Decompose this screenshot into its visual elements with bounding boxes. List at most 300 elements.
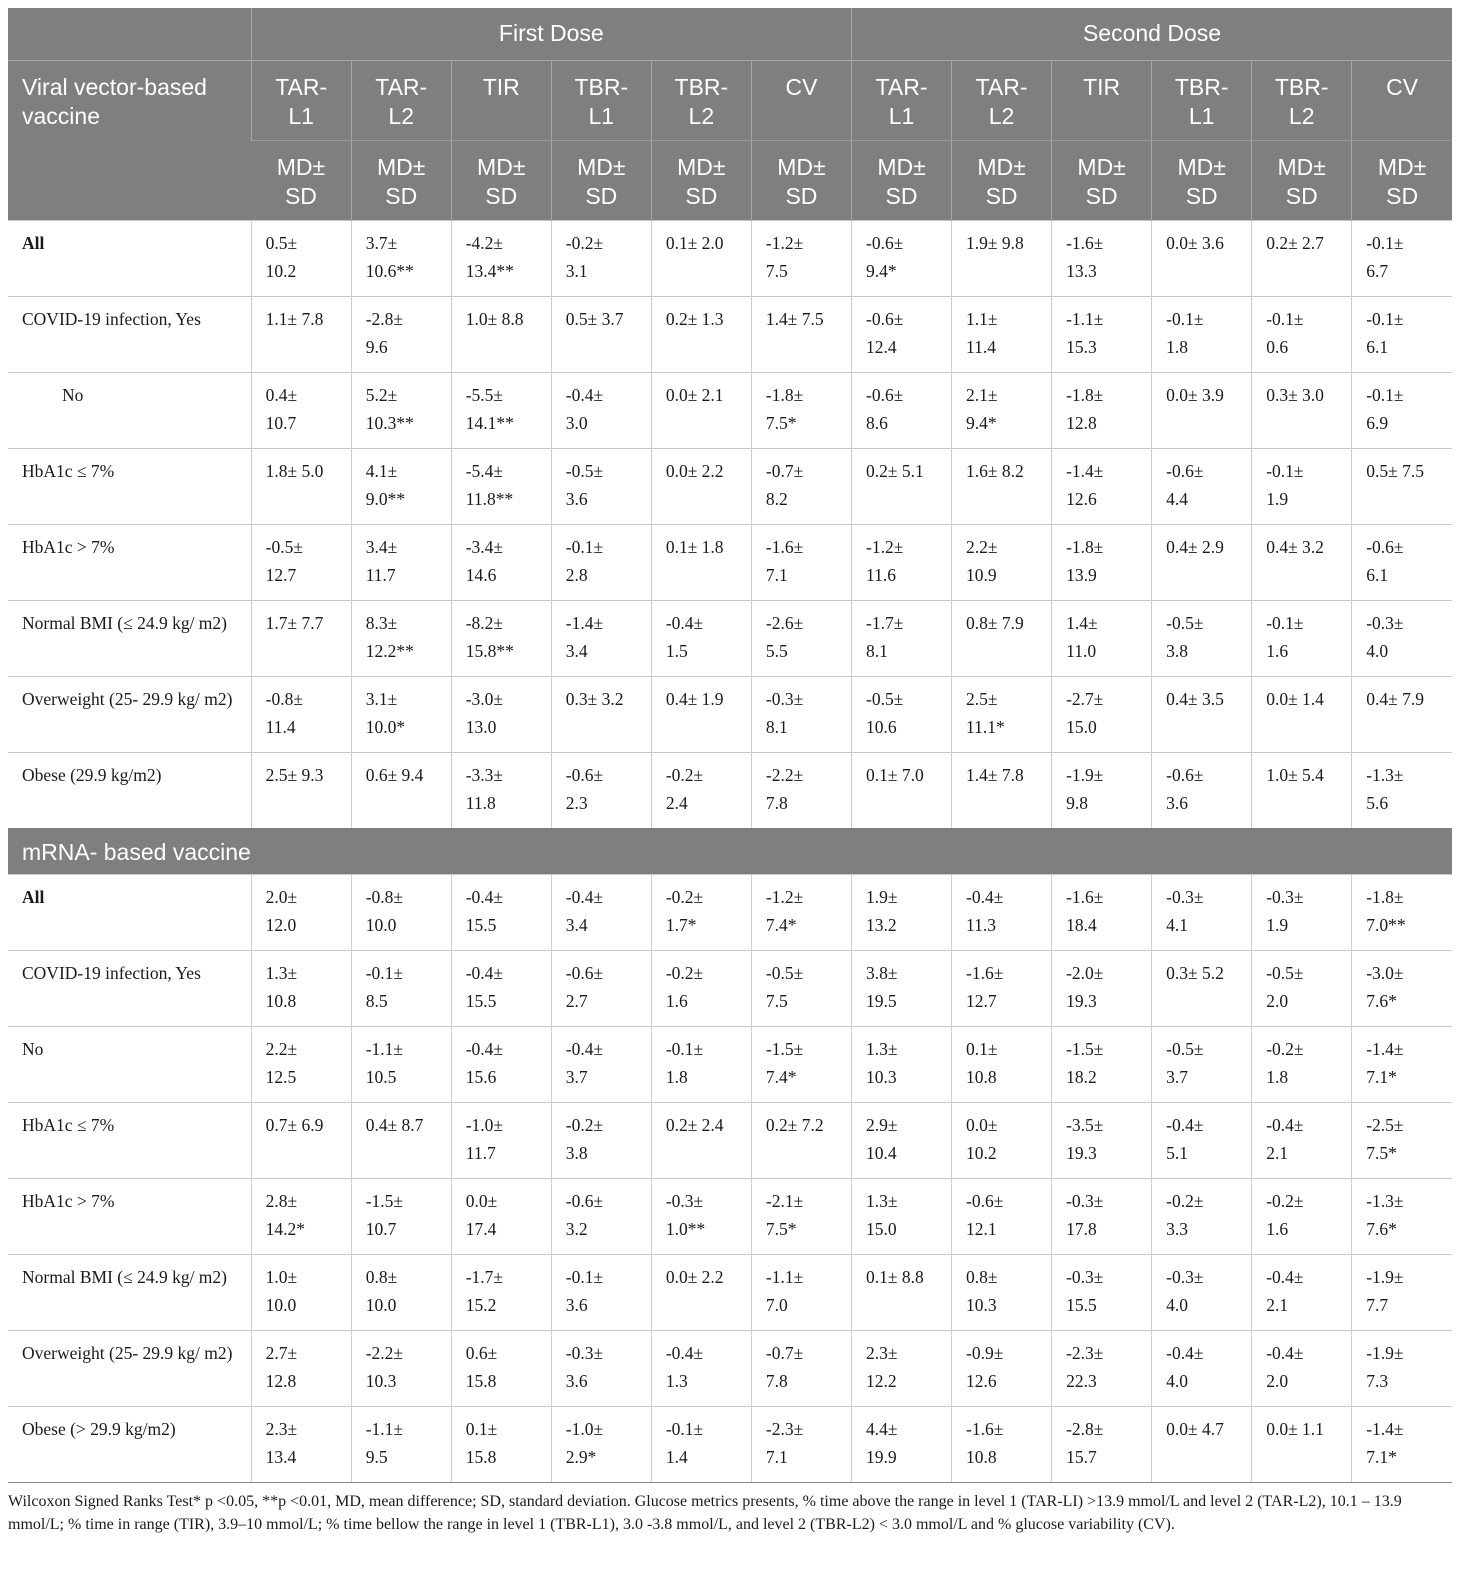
table-cell: [1152, 1178, 1252, 1254]
cell-line2: 14.2*: [265, 1218, 306, 1239]
cell-line1: 0.1± 2.0: [665, 232, 724, 253]
cell-line1: -1.1±: [765, 1266, 804, 1287]
table-cell: [1252, 1330, 1352, 1406]
table-cell: [551, 874, 651, 950]
cell-line1: -0.3±: [1166, 1266, 1204, 1287]
cell-line2: 10.4: [866, 1142, 897, 1163]
table-cell: [651, 524, 751, 600]
table-row: [8, 600, 1452, 676]
table-cell: [1352, 676, 1452, 752]
table-cell: [1152, 1026, 1252, 1102]
cell-line1: 8.3±: [365, 612, 398, 633]
cell-line1: -0.6±: [565, 1190, 604, 1211]
table-row: [8, 1026, 1452, 1102]
cell-line1: -0.5±: [1166, 1038, 1204, 1059]
cell-line1: -2.8±: [365, 308, 403, 329]
cell-line1: -0.6±: [866, 232, 904, 253]
metric-header-second-2: [1052, 60, 1152, 140]
group-header-first-dose: First Dose: [251, 8, 851, 60]
cell-line2: 1.6: [1266, 1218, 1289, 1239]
table-cell: [551, 1254, 651, 1330]
table-cell: [251, 600, 351, 676]
table-cell: [1052, 524, 1152, 600]
cell-line1: 1.4± 7.8: [966, 764, 1024, 785]
cell-line1: 0.8± 7.9: [966, 612, 1024, 633]
metric-header-line2: L1: [1188, 102, 1215, 129]
table-cell: [1252, 296, 1352, 372]
table-cell: [1352, 524, 1452, 600]
table-cell: [952, 1330, 1052, 1406]
table-cell: [1052, 296, 1152, 372]
cell-line1: 1.9±: [866, 886, 898, 907]
table-cell: [1352, 874, 1452, 950]
cell-line1: -1.2±: [765, 886, 804, 907]
cell-line2: 12.6: [1066, 488, 1097, 509]
table-cell: [751, 1406, 851, 1482]
cell-line2: 19.3: [1066, 1142, 1097, 1163]
cell-line2: 3.8: [1166, 640, 1189, 661]
cell-line2: 12.4: [866, 336, 897, 357]
cell-line2: 7.8: [765, 1370, 788, 1391]
table-cell: [551, 372, 651, 448]
stat-header-line2: SD: [1085, 182, 1118, 209]
cell-line1: 2.2±: [265, 1038, 298, 1059]
cell-line2: 3.7: [565, 1066, 588, 1087]
table-cell: [1052, 1330, 1152, 1406]
table-cell: [852, 1178, 952, 1254]
cell-line1: -1.2±: [765, 232, 804, 253]
table-cell: [1252, 1254, 1352, 1330]
table-cell: [1352, 1102, 1452, 1178]
cell-line1: 1.0± 8.8: [465, 308, 524, 329]
row-label: HbA1c > 7%: [8, 1178, 251, 1254]
cell-line1: 4.1±: [365, 460, 398, 481]
cell-line1: -0.2±: [565, 1114, 604, 1135]
table-cell: [1152, 220, 1252, 296]
cell-line1: 3.1±: [365, 688, 398, 709]
stat-header-line2: SD: [785, 182, 818, 209]
cell-line2: 0.6: [1266, 336, 1289, 357]
cell-line2: 9.4*: [966, 412, 997, 433]
cell-line1: -1.4±: [1066, 460, 1104, 481]
table-cell: [852, 448, 952, 524]
table-cell: [751, 1254, 851, 1330]
cell-line1: -0.2±: [665, 886, 704, 907]
stat-header-line1: MD±: [1177, 153, 1226, 180]
table-cell: [952, 676, 1052, 752]
table-cell: [651, 1330, 751, 1406]
cell-line1: -0.4±: [565, 384, 604, 405]
cell-line2: 13.3: [1066, 260, 1097, 281]
cell-line1: -0.6±: [1166, 460, 1204, 481]
cell-line2: 3.0: [565, 412, 588, 433]
table-cell: [251, 1026, 351, 1102]
cell-line1: -0.4±: [565, 886, 604, 907]
metric-header-first-1: [351, 60, 451, 140]
cell-line2: 15.0: [866, 1218, 897, 1239]
cell-line2: 12.2**: [365, 640, 414, 661]
cell-line1: -0.2±: [665, 962, 704, 983]
table-cell: [1352, 1330, 1452, 1406]
cell-line1: -0.3±: [665, 1190, 704, 1211]
table-cell: [551, 676, 651, 752]
cell-line1: -0.5±: [765, 962, 804, 983]
table-cell: [551, 296, 651, 372]
row-label: All: [8, 874, 251, 950]
cell-line2: 7.0: [765, 1294, 788, 1315]
cell-line2: 2.4: [665, 792, 688, 813]
table-cell: [1352, 1254, 1452, 1330]
cell-line2: 8.1: [765, 716, 788, 737]
row-label: HbA1c ≤ 7%: [8, 1102, 251, 1178]
cell-line2: 13.4: [265, 1446, 297, 1467]
cell-line1: -0.9±: [966, 1342, 1004, 1363]
cell-line2: 2.0: [1266, 1370, 1289, 1391]
cell-line2: 15.8**: [465, 640, 514, 661]
cell-line1: -2.3±: [765, 1418, 804, 1439]
table-cell: [551, 1102, 651, 1178]
table-cell: [1352, 600, 1452, 676]
stat-header: [1352, 140, 1452, 220]
table-row: [8, 752, 1452, 828]
metric-header-line2: L1: [588, 102, 615, 129]
table-cell: [852, 950, 952, 1026]
cell-line2: 7.5: [765, 260, 788, 281]
row-label: Obese (29.9 kg/m2): [8, 752, 251, 828]
cell-line1: -1.6±: [1066, 232, 1104, 253]
table-cell: [852, 524, 952, 600]
cell-line2: 4.0: [1366, 640, 1389, 661]
table-cell: [451, 676, 551, 752]
cell-line2: 10.3: [866, 1066, 897, 1087]
stat-header-line2: SD: [1285, 182, 1318, 209]
results-table-container: [8, 8, 1452, 1536]
cell-line2: 10.6**: [365, 260, 414, 281]
cell-line1: -2.0±: [1066, 962, 1104, 983]
table-cell: [852, 1254, 952, 1330]
table-cell: [852, 1406, 952, 1482]
table-cell: [952, 600, 1052, 676]
table-cell: [651, 600, 751, 676]
table-cell: [651, 1026, 751, 1102]
table-cell: [751, 600, 851, 676]
metric-header-line1: TBR-: [1274, 73, 1329, 100]
cell-line2: 1.8: [665, 1066, 688, 1087]
table-cell: [751, 1178, 851, 1254]
cell-line1: 0.2± 5.1: [866, 460, 924, 481]
cell-line1: -3.0±: [1366, 962, 1404, 983]
cell-line1: 0.4±: [265, 384, 298, 405]
metric-header-first-0: [251, 60, 351, 140]
cell-line1: 3.7±: [365, 232, 398, 253]
stat-header-line1: MD±: [1077, 153, 1126, 180]
cell-line1: -0.1±: [1366, 308, 1404, 329]
row-label: Overweight (25- 29.9 kg/ m2): [8, 676, 251, 752]
metric-header-second-4: [1252, 60, 1352, 140]
cell-line2: 10.9: [966, 564, 997, 585]
stat-header: [952, 140, 1052, 220]
cell-line1: -0.4±: [1266, 1114, 1304, 1135]
metric-header-line1: CV: [1386, 73, 1419, 100]
table-cell: [651, 1254, 751, 1330]
cell-line1: -0.1±: [665, 1038, 704, 1059]
table-cell: [952, 448, 1052, 524]
row-label: HbA1c > 7%: [8, 524, 251, 600]
cell-line1: -3.3±: [465, 764, 504, 785]
cell-line2: 1.9: [1266, 488, 1289, 509]
metric-header-second-1: [952, 60, 1052, 140]
cell-line2: 11.4: [966, 336, 997, 357]
table-cell: [251, 752, 351, 828]
cell-line1: -1.6±: [966, 1418, 1004, 1439]
cell-line1: 1.3±: [265, 962, 298, 983]
table-cell: [1252, 1406, 1352, 1482]
cell-line1: -2.3±: [1066, 1342, 1104, 1363]
cell-line1: -0.5±: [265, 536, 303, 557]
stat-header: [251, 140, 351, 220]
cell-line1: -1.8±: [1066, 384, 1104, 405]
table-cell: [751, 1102, 851, 1178]
table-row: [8, 296, 1452, 372]
cell-line1: 0.0± 2.2: [665, 460, 724, 481]
table-cell: [351, 372, 451, 448]
cell-line2: 7.3: [1366, 1370, 1389, 1391]
cell-line1: 0.0± 1.4: [1266, 688, 1324, 709]
table-cell: [1352, 950, 1452, 1026]
cell-line2: 9.4*: [866, 260, 897, 281]
cell-line1: -0.2±: [565, 232, 604, 253]
row-label: All: [8, 220, 251, 296]
cell-line2: 7.5*: [765, 1218, 797, 1239]
cell-line1: 2.7±: [265, 1342, 298, 1363]
section-title: mRNA- based vaccine: [8, 828, 1452, 874]
metric-header-first-5: [751, 60, 851, 140]
cell-line2: 7.1*: [1366, 1446, 1397, 1467]
table-cell: [1252, 1026, 1352, 1102]
cell-line1: 0.3± 3.2: [565, 688, 624, 709]
table-cell: [251, 1330, 351, 1406]
stat-header-line1: MD±: [977, 153, 1026, 180]
table-cell: [1252, 372, 1352, 448]
table-cell: [351, 1026, 451, 1102]
table-cell: [852, 296, 952, 372]
cell-line2: 15.5: [465, 914, 497, 935]
cell-line1: -2.1±: [765, 1190, 804, 1211]
table-cell: [952, 220, 1052, 296]
table-cell: [1052, 1254, 1152, 1330]
cell-line2: 14.1**: [465, 412, 514, 433]
cell-line1: 2.1±: [966, 384, 998, 405]
table-cell: [451, 1178, 551, 1254]
table-cell: [952, 752, 1052, 828]
table-row: [8, 220, 1452, 296]
cell-line2: 10.7: [365, 1218, 397, 1239]
cell-line1: 0.1± 7.0: [866, 764, 924, 785]
metric-header-second-0: [852, 60, 952, 140]
table-cell: [1352, 752, 1452, 828]
cell-line2: 19.9: [866, 1446, 897, 1467]
cell-line1: 1.9± 9.8: [966, 232, 1024, 253]
cell-line2: 10.5: [365, 1066, 397, 1087]
cell-line1: 0.3± 3.0: [1266, 384, 1324, 405]
table-cell: [651, 950, 751, 1026]
cell-line2: 7.7: [1366, 1294, 1389, 1315]
cell-line1: 2.9±: [866, 1114, 898, 1135]
cell-line1: -0.3±: [1066, 1190, 1104, 1211]
cell-line2: 18.4: [1066, 914, 1097, 935]
cell-line1: -0.6±: [565, 962, 604, 983]
table-cell: [451, 524, 551, 600]
cell-line1: -0.2±: [1266, 1190, 1304, 1211]
cell-line2: 3.1: [565, 260, 588, 281]
cell-line1: -1.3±: [1366, 1190, 1404, 1211]
cell-line1: 0.4± 3.2: [1266, 536, 1324, 557]
table-row: [8, 1102, 1452, 1178]
cell-line1: -5.5±: [465, 384, 504, 405]
cell-line1: 0.0± 2.1: [665, 384, 724, 405]
cell-line2: 11.4: [265, 716, 296, 737]
table-cell: [651, 1178, 751, 1254]
cell-line2: 7.5: [765, 990, 788, 1011]
cell-line2: 7.1: [765, 1446, 788, 1467]
table-cell: [1152, 1102, 1252, 1178]
cell-line1: -0.5±: [1266, 962, 1304, 983]
cell-line2: 12.2: [866, 1370, 897, 1391]
cell-line1: -0.6±: [966, 1190, 1004, 1211]
cell-line2: 22.3: [1066, 1370, 1097, 1391]
cell-line2: 18.2: [1066, 1066, 1097, 1087]
cell-line2: 3.4: [565, 640, 588, 661]
table-cell: [1252, 524, 1352, 600]
cell-line1: -0.1±: [565, 1266, 604, 1287]
cell-line2: 9.6: [365, 336, 388, 357]
cell-line1: 2.8±: [265, 1190, 298, 1211]
cell-line2: 15.3: [1066, 336, 1097, 357]
table-cell: [351, 600, 451, 676]
cell-line2: 10.3: [966, 1294, 997, 1315]
stat-header: [351, 140, 451, 220]
cell-line2: 14.6: [465, 564, 497, 585]
cell-line2: 12.8: [1066, 412, 1097, 433]
cell-line1: -2.8±: [1066, 1418, 1104, 1439]
table-cell: [852, 676, 952, 752]
table-cell: [952, 1178, 1052, 1254]
table-cell: [1152, 1330, 1252, 1406]
cell-line1: -0.7±: [765, 1342, 804, 1363]
cell-line1: 3.8±: [866, 962, 898, 983]
row-label: Obese (> 29.9 kg/m2): [8, 1406, 251, 1482]
cell-line1: -0.1±: [1266, 460, 1304, 481]
cell-line1: -0.1±: [365, 962, 403, 983]
cell-line1: -0.3±: [765, 688, 804, 709]
cell-line2: 4.4: [1166, 488, 1189, 509]
cell-line1: -8.2±: [465, 612, 504, 633]
glucose-metrics-table: [8, 8, 1452, 1483]
cell-line2: 6.7: [1366, 260, 1389, 281]
cell-line1: 2.3±: [265, 1418, 298, 1439]
table-cell: [1052, 448, 1152, 524]
metric-header-line2: L2: [1288, 102, 1315, 129]
table-cell: [551, 1178, 651, 1254]
table-cell: [551, 1330, 651, 1406]
cell-line1: -0.1±: [1266, 308, 1304, 329]
cell-line2: 13.0: [465, 716, 497, 737]
cell-line1: 1.3±: [866, 1190, 898, 1211]
cell-line1: 1.1±: [966, 308, 998, 329]
cell-line1: -1.8±: [765, 384, 804, 405]
cell-line2: 17.8: [1066, 1218, 1097, 1239]
cell-line1: -1.5±: [365, 1190, 403, 1211]
cell-line1: -1.6±: [966, 962, 1004, 983]
cell-line2: 8.2: [765, 488, 788, 509]
cell-line2: 10.0: [365, 914, 397, 935]
cell-line1: -0.1±: [565, 536, 604, 557]
table-cell: [251, 448, 351, 524]
cell-line1: 2.2±: [966, 536, 998, 557]
table-cell: [351, 1330, 451, 1406]
cell-line2: 7.6*: [1366, 1218, 1397, 1239]
metric-header-first-3: [551, 60, 651, 140]
cell-line2: 11.7: [365, 564, 396, 585]
metric-header-first-2: [451, 60, 551, 140]
table-footnote: Wilcoxon Signed Ranks Test* p <0.05, **p <0.01, MD, mean difference; SD, standard deviation. Glucose metrics presents, % time above the range in level 1 (TAR-LI) >13.9 mmol/L and level 2 (TAR-L2), 10.1 – 13.9 mmol/L; % time in range (TIR), 3.9–10 mmol/L; % time bellow the range in level 1 (TBR-L1), 3.0 -3.8 mmol/L, and level 2 (TBR-L2) < 3.0 mmol/L and % glucose variability (CV).: [8, 1492, 1402, 1533]
cell-line1: -3.4±: [465, 536, 504, 557]
cell-line2: 13.4**: [465, 260, 514, 281]
cell-line2: 7.5*: [765, 412, 797, 433]
stat-header: [1252, 140, 1352, 220]
cell-line2: 8.5: [365, 990, 388, 1011]
table-cell: [351, 752, 451, 828]
cell-line2: 1.4: [665, 1446, 688, 1467]
table-cell: [952, 1406, 1052, 1482]
cell-line1: -1.7±: [465, 1266, 504, 1287]
cell-line2: 10.8: [966, 1446, 997, 1467]
stat-header-line1: MD±: [677, 153, 726, 180]
table-cell: [551, 752, 651, 828]
table-cell: [852, 1026, 952, 1102]
table-cell: [952, 372, 1052, 448]
cell-line2: 10.3: [365, 1370, 397, 1391]
cell-line1: 0.8±: [966, 1266, 998, 1287]
row-label: No: [8, 1026, 251, 1102]
cell-line2: 4.1: [1166, 914, 1189, 935]
table-cell: [1052, 372, 1152, 448]
cell-line1: -0.3±: [565, 1342, 604, 1363]
cell-line1: 1.4± 7.5: [765, 308, 824, 329]
table-cell: [1252, 1102, 1352, 1178]
cell-line1: -1.1±: [365, 1038, 403, 1059]
cell-line2: 19.3: [1066, 990, 1097, 1011]
table-cell: [251, 524, 351, 600]
table-cell: [952, 524, 1052, 600]
cell-line1: -0.1±: [665, 1418, 704, 1439]
cell-line1: -0.1±: [1366, 384, 1404, 405]
cell-line1: -2.6±: [765, 612, 804, 633]
cell-line1: -1.3±: [1366, 764, 1404, 785]
table-cell: [451, 874, 551, 950]
cell-line1: -1.0±: [565, 1418, 604, 1439]
cell-line1: -0.4±: [966, 886, 1004, 907]
cell-line1: -0.5±: [1166, 612, 1204, 633]
table-cell: [1252, 676, 1352, 752]
cell-line2: 5.1: [1166, 1142, 1189, 1163]
table-cell: [1352, 1026, 1452, 1102]
table-cell: [1352, 448, 1452, 524]
cell-line2: 7.4*: [765, 1066, 797, 1087]
table-cell: [1152, 372, 1252, 448]
cell-line2: 8.1: [866, 640, 888, 661]
cell-line2: 2.1: [1266, 1294, 1289, 1315]
